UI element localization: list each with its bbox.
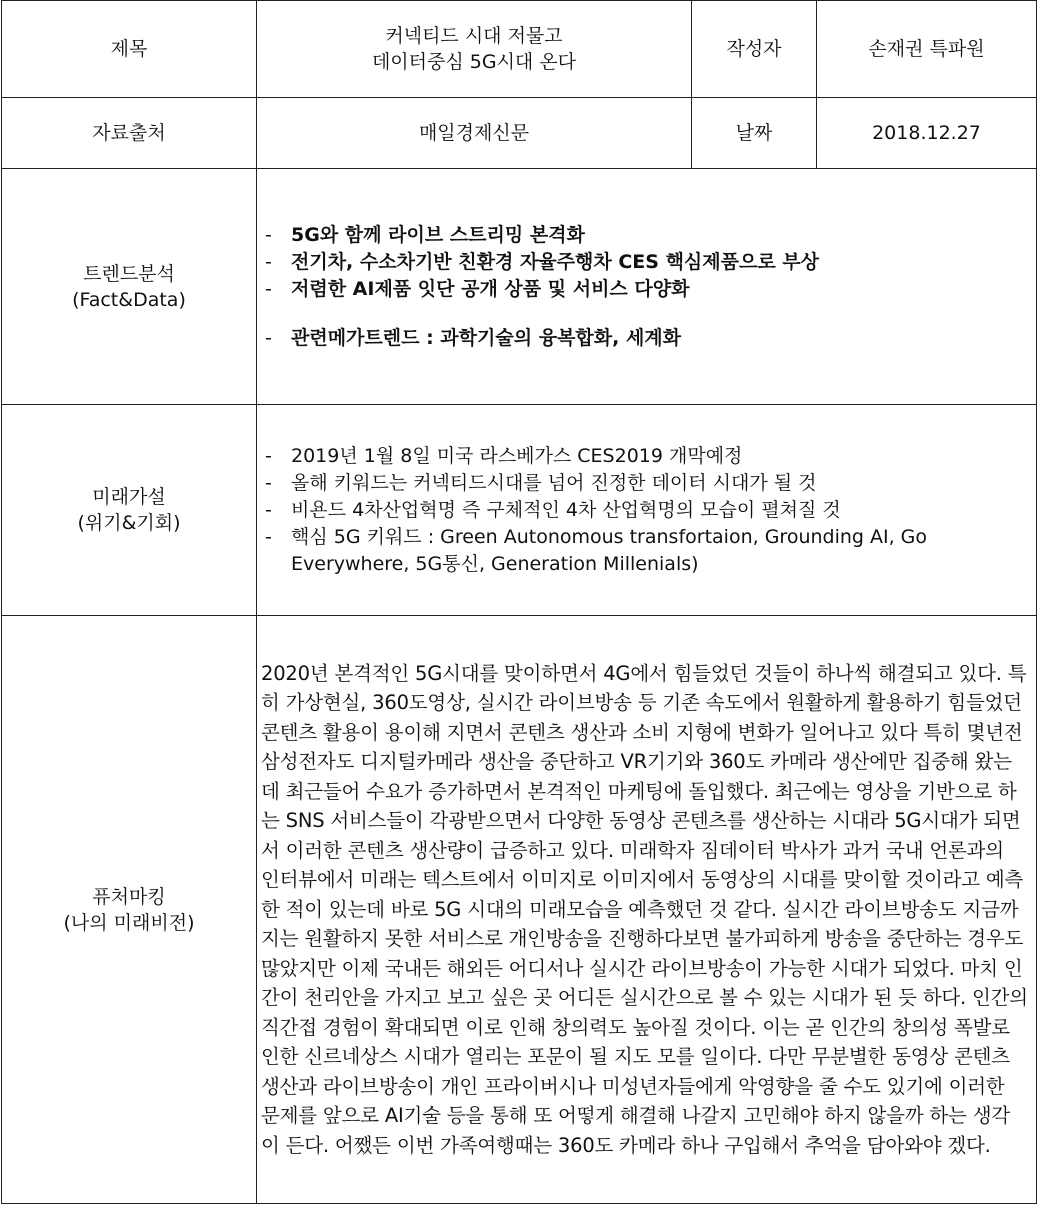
trend-item-text: 5G와 함께 라이브 스트리밍 본격화 xyxy=(291,223,585,246)
trend-label-cell xyxy=(2,169,257,405)
future-label-line-1: 미래가설 xyxy=(92,486,166,508)
trend-item-text: 관련메가트렌드 : 과학기술의 융복합화, 세계화 xyxy=(291,326,682,349)
date-label: 날짜 xyxy=(735,122,773,144)
bullet-marker: - xyxy=(265,471,272,494)
vision-label-line-2: (나의 미래비전) xyxy=(63,911,195,934)
list-item xyxy=(261,470,1026,497)
vision-label-cell xyxy=(2,616,257,1204)
date-value: 2018.12.27 xyxy=(872,122,981,144)
bullet-marker: - xyxy=(265,277,272,300)
author-value: 손재권 특파원 xyxy=(868,38,985,60)
bullet-marker: - xyxy=(265,498,272,521)
author-value-cell xyxy=(817,1,1037,98)
list-item xyxy=(261,249,1026,276)
author-label: 작성자 xyxy=(726,38,782,60)
list-item xyxy=(261,276,1026,303)
bullet-marker: - xyxy=(265,444,272,467)
source-label-cell xyxy=(2,98,257,169)
future-content-cell xyxy=(257,405,1037,616)
list-item xyxy=(261,222,1026,249)
trend-row xyxy=(2,169,1037,405)
title-value-cell xyxy=(257,1,692,98)
trend-item-text: 저렴한 AI제품 잇단 공개 상품 및 서비스 다양화 xyxy=(291,277,690,300)
bullet-marker: - xyxy=(265,326,272,349)
future-item-text: 올해 키워드는 커넥티드시대를 넘어 진정한 데이터 시대가 될 것 xyxy=(291,471,817,494)
list-item xyxy=(261,524,1026,578)
list-item xyxy=(261,443,1026,470)
title-line-2: 데이터중심 5G시대 온다 xyxy=(371,51,577,73)
vision-row xyxy=(2,616,1037,1204)
trend-label-line-2: (Fact&Data) xyxy=(72,288,186,311)
date-value-cell xyxy=(817,98,1037,169)
title-label-cell xyxy=(2,1,257,98)
future-item-text: 2019년 1월 8일 미국 라스베가스 CES2019 개막예정 xyxy=(291,444,743,467)
author-label-cell xyxy=(692,1,817,98)
future-label-line-2: (위기&기회) xyxy=(77,512,181,534)
source-value: 매일경제신문 xyxy=(418,122,530,144)
future-label-cell xyxy=(2,405,257,616)
vision-text: 2020년 본격적인 5G시대를 맞이하면서 4G에서 힘들었던 것들이 하나씩 해결되고 있다. 특히 가상현실, 360도영상, 실시간 라이브방송 등 기존 속도에서 원활하게 활용하기 힘들었던 콘텐츠 활용이 용이해 지면서 콘텐츠 생산과 소비 지형에 변화가 일어나고 있다 특히 몇년전 삼성전자도 디지털카메라 생산을 중단하고 VR기기와 360도 카메라 생산에만 집중해 왔는데 최근들어 수요가 증가하면서 본격적인 마케팅에 돌입했다. 최근에는 영상을 기반으로 하는 SNS 서비스들이 각광받으면서 다양한 동영상 콘텐츠를 생산하는 시대라 5G시대가 되면서 이러한 콘텐츠 생산량이 급증하고 있다. 미래학자 짐데이터 박사가 과거 국내 언론과의 인터뷰에서 미래는 텍스트에서 이미지로 이미지에서 동영상의 시대를 맞이할 것이라고 예측한 적이 있는데 바로 5G 시대의 미래모습을 예측했던 것 같다. 실시간 라이브방송도 지금까지는 원활하지 못한 서비스로 개인방송을 진행하다보면 불가피하게 방송을 중단하는 경우도 많았지만 이제 국내든 해외든 어디서나 실시간 라이브방송이 가능한 시대가 되었다. 마치 인간이 천리안을 가지고 보고 싶은 곳 어디든 실시간으로 볼 수 있는 시대가 된 듯 하다. 인간의 직간접 경험이 확대되면 이로 인해 창의력도 높아질 것이다. 이는 곧 인간의 창의성 폭발로 인한 신르네상스 시대가 열리는 포문이 될 지도 모를 일이다. 다만 무분별한 동영상 콘텐츠생산과 라이브방송이 개인 프라이버시나 미성년자들에게 악영향을 줄 수도 있기에 이러한 문제를 앞으로 AI기술 등을 통해 또 어떻게 해결해 나갈지 고민해야 하지 않을까 하는 생각이 든다. 어쨌든 이번 가족여행때는 360도 카메라 하나 구입해서 추억을 담아와야 겠다. xyxy=(261,661,1028,1157)
list-item xyxy=(261,497,1026,524)
bullet-marker: - xyxy=(265,250,272,273)
trend-list xyxy=(257,222,1036,352)
vision-label-line-1: 퓨처마킹 xyxy=(92,885,166,908)
future-list xyxy=(257,443,1036,578)
trend-label-line-1: 트렌드분석 xyxy=(83,262,175,285)
future-item-text: 핵심 5G 키워드 : Green Autonomous transfortaion, Grounding AI, Go Everywhere, 5G통신, Generation Millenials) xyxy=(291,525,928,575)
source-row xyxy=(2,98,1037,169)
trend-content-cell xyxy=(257,169,1037,405)
source-value-cell xyxy=(257,98,692,169)
report-table xyxy=(1,0,1037,1204)
list-item xyxy=(261,325,1026,352)
trend-item-text: 전기차, 수소차기반 친환경 자율주행차 CES 핵심제품으로 부상 xyxy=(291,250,820,273)
bullet-marker: - xyxy=(265,525,272,548)
vision-content-cell xyxy=(257,616,1037,1204)
future-item-text: 비욘드 4차산업혁명 즉 구체적인 4차 산업혁명의 모습이 펼쳐질 것 xyxy=(291,498,841,521)
title-row xyxy=(2,1,1037,98)
title-line-1: 커넥티드 시대 저물고 xyxy=(385,25,563,47)
source-label: 자료출처 xyxy=(92,122,166,144)
future-row xyxy=(2,405,1037,616)
date-label-cell xyxy=(692,98,817,169)
title-label: 제목 xyxy=(110,38,148,60)
bullet-marker: - xyxy=(265,223,272,246)
